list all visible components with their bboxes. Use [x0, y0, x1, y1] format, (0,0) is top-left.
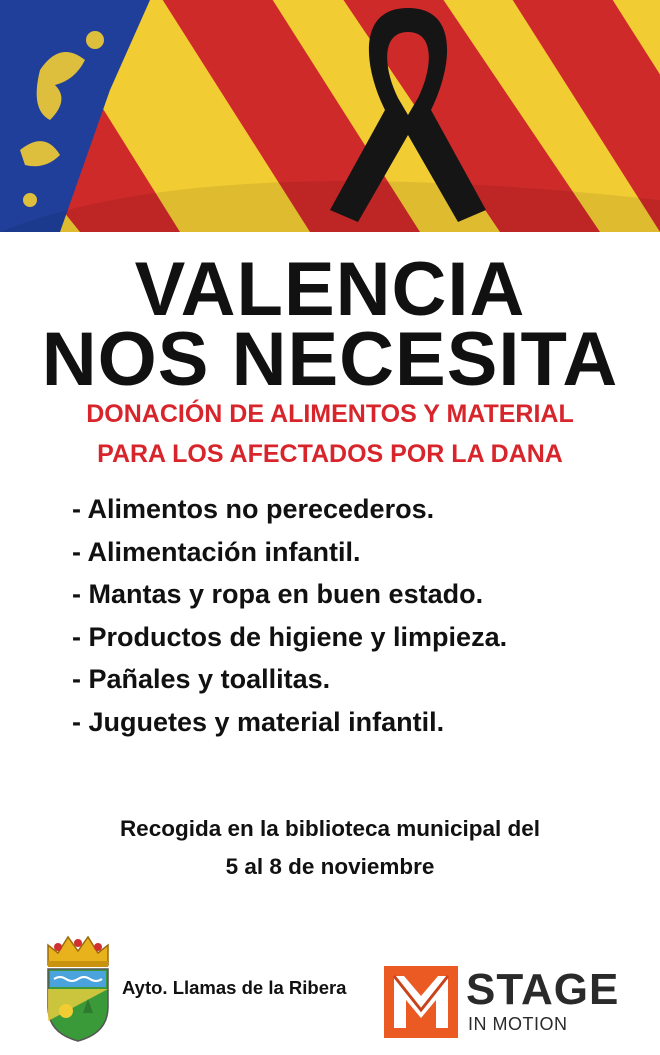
- stage-logo-icon: [384, 966, 458, 1043]
- organizer-name: Ayto. Llamas de la Ribera: [122, 977, 347, 998]
- crest-icon: [42, 925, 114, 1048]
- headline-line-2: NOS NECESITA: [41, 317, 619, 402]
- subheadline-line-2: PARA LOS AFECTADOS POR LA DANA: [97, 440, 563, 468]
- list-item: - Productos de higiene y limpieza.: [72, 621, 508, 652]
- list-item: - Mantas y ropa en buen estado.: [72, 579, 484, 609]
- subheadline-line-1: DONACIÓN DE ALIMENTOS Y MATERIAL: [86, 400, 574, 428]
- headline-line-1: VALENCIA: [134, 247, 526, 332]
- sponsor-name: STAGE: [466, 965, 620, 1014]
- flag-banner: [0, 0, 660, 232]
- pickup-line-2: 5 al 8 de noviembre: [225, 854, 435, 879]
- list-item: - Juguetes y material infantil.: [72, 706, 445, 737]
- sponsor-tagline: IN MOTION: [468, 1014, 568, 1034]
- pickup-line-1: Recogida en la biblioteca municipal del: [119, 816, 541, 841]
- donation-items-list: [72, 488, 507, 743]
- list-item: - Pañales y toallitas.: [72, 664, 331, 694]
- list-item: - Alimentación infantil.: [72, 536, 361, 567]
- list-item: - Alimentos no perecederos.: [72, 494, 435, 524]
- valencian-flag-image: [0, 0, 660, 232]
